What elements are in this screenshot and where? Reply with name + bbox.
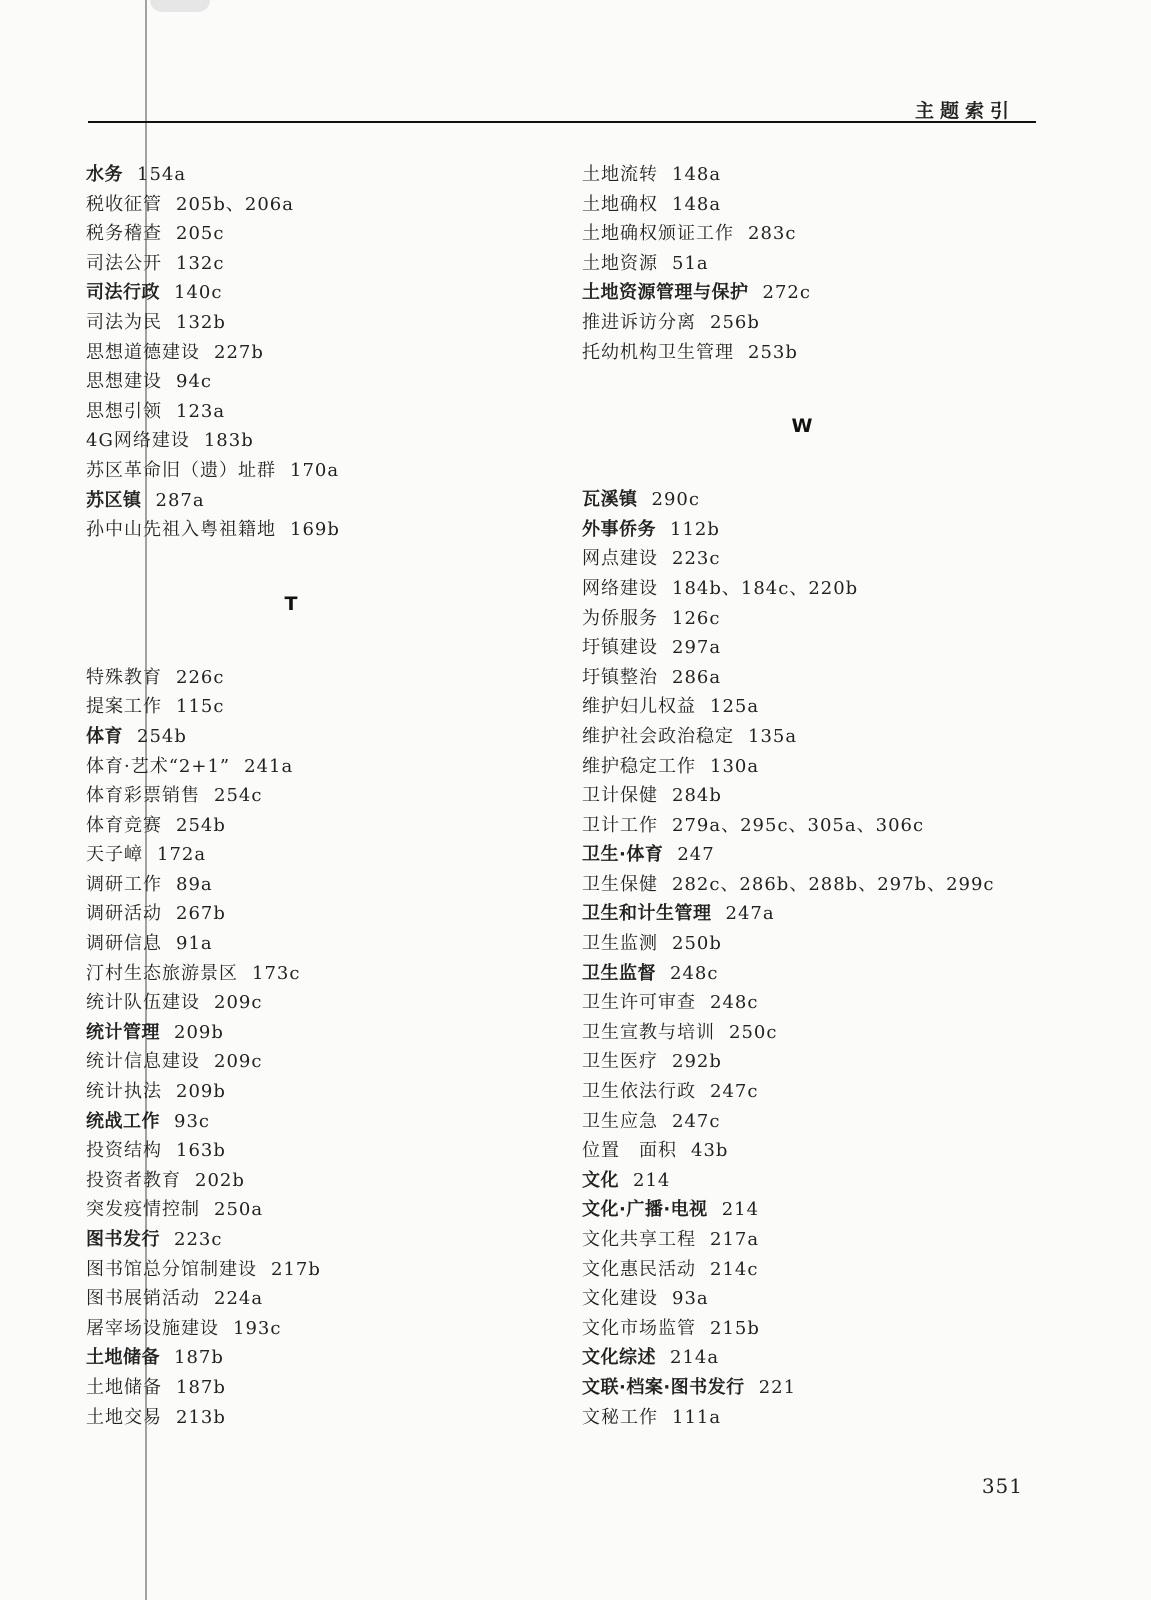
index-term: 提案工作: [86, 696, 162, 718]
index-term: 卫生许可审查: [582, 992, 696, 1014]
index-term: 为侨服务: [582, 607, 658, 629]
index-entry: [582, 544, 1022, 574]
page-reference: 267b: [176, 903, 226, 925]
index-entry: [86, 840, 526, 870]
index-entry: [582, 1018, 1022, 1048]
header-rule: [88, 121, 1036, 123]
index-entry: [582, 1195, 1022, 1225]
index-entry: [582, 811, 1022, 841]
page-reference: 279a、295c、305a、306c: [672, 814, 925, 836]
index-term: 土地储备: [86, 1376, 162, 1398]
index-term: 司法行政: [86, 282, 160, 304]
index-term: 圩镇建设: [582, 637, 658, 659]
index-term: 统计执法: [86, 1081, 162, 1103]
page-reference: 217b: [271, 1258, 321, 1280]
index-entry: [582, 604, 1022, 634]
page-reference: 247: [677, 844, 715, 866]
page-reference: 221: [758, 1376, 797, 1398]
page-reference: 93c: [174, 1110, 210, 1132]
index-entry: [582, 219, 1022, 249]
index-term: 卫生应急: [582, 1110, 658, 1132]
index-term: 司法为民: [86, 311, 162, 333]
index-term: 天子嶂: [86, 844, 143, 866]
page-reference: 163b: [176, 1140, 226, 1162]
index-term: 文化·广播·电视: [582, 1199, 708, 1221]
index-entry: [582, 899, 1022, 929]
index-term: 汀村生态旅游景区: [86, 962, 238, 984]
index-entry: [86, 722, 526, 752]
index-entry: [86, 1107, 526, 1137]
page-reference: 282c、286b、288b、297b、299c: [672, 873, 995, 895]
index-term: 调研活动: [86, 903, 162, 925]
page-reference: 247a: [725, 903, 775, 925]
page-number: 351: [981, 1474, 1023, 1498]
index-term: 调研信息: [86, 933, 162, 955]
page-reference: 224a: [214, 1288, 264, 1310]
index-entry: [86, 752, 526, 782]
index-term: 文化市场监管: [582, 1317, 696, 1339]
page-reference: 217a: [710, 1229, 760, 1250]
page-reference: 91a: [176, 933, 213, 955]
page-reference: 226c: [176, 666, 225, 688]
index-term: 统战工作: [86, 1110, 160, 1132]
index-term: 文化建设: [582, 1288, 658, 1310]
page-reference: 215b: [710, 1317, 760, 1339]
index-entry: [86, 692, 526, 722]
page-reference: 253b: [748, 341, 798, 363]
index-entry: [86, 160, 526, 190]
index-entry: [86, 959, 526, 989]
index-term: 卫计保健: [582, 785, 658, 807]
page-reference: 214a: [670, 1347, 720, 1369]
page-reference: 241a: [244, 755, 294, 777]
index-term: 投资结构: [86, 1140, 162, 1162]
index-column-left: [86, 160, 526, 1432]
index-term: 屠宰场设施建设: [86, 1317, 219, 1339]
page-reference: 209c: [214, 992, 263, 1014]
index-entry: [582, 278, 1022, 308]
page-reference: 248c: [670, 962, 719, 984]
page-reference: 250c: [729, 1021, 778, 1043]
index-entry: [582, 1343, 1022, 1373]
index-entry: [582, 840, 1022, 870]
page-reference: 132b: [176, 311, 226, 333]
page-reference: 223c: [174, 1229, 223, 1250]
index-entry: [582, 1077, 1022, 1107]
page-reference: 286a: [672, 666, 722, 688]
page-reference: 254c: [214, 785, 263, 807]
index-term: 土地储备: [86, 1347, 160, 1369]
page-reference: 213b: [176, 1406, 226, 1428]
index-entry: [582, 1284, 1022, 1314]
page-reference: 148a: [672, 164, 722, 185]
page-reference: 130a: [710, 755, 760, 777]
index-entry: [86, 1314, 526, 1344]
index-entry: [86, 367, 526, 397]
index-term: 维护社会政治稳定: [582, 725, 734, 747]
page-reference: 184b、184c、220b: [672, 577, 859, 599]
index-entry: [86, 456, 526, 486]
index-term: 卫生保健: [582, 873, 658, 895]
page-reference: 132c: [176, 252, 225, 274]
index-entry: [582, 249, 1022, 279]
index-term: 卫生医疗: [582, 1051, 658, 1073]
index-entry: [86, 190, 526, 220]
index-entry: [582, 485, 1022, 515]
index-term: 土地确权: [582, 193, 658, 215]
index-entry: [582, 190, 1022, 220]
index-term: 特殊教育: [86, 666, 162, 688]
index-entry: [86, 515, 526, 545]
index-entry: [582, 722, 1022, 752]
page-reference: 248c: [710, 992, 759, 1014]
index-entry: [582, 988, 1022, 1018]
page-reference: 89a: [176, 873, 213, 895]
page-reference: 214: [633, 1169, 671, 1191]
scan-smudge: [150, 0, 210, 12]
index-entry: [86, 988, 526, 1018]
index-entry: [582, 692, 1022, 722]
index-term: 卫计工作: [582, 814, 658, 836]
index-term: 托幼机构卫生管理: [582, 341, 734, 363]
page-reference: 247c: [672, 1110, 721, 1132]
page-reference: 154a: [137, 164, 187, 185]
page-reference: 205c: [176, 223, 225, 245]
index-term: 税收征管: [86, 193, 162, 215]
index-entry: [582, 1166, 1022, 1196]
page-reference: 115c: [176, 696, 225, 718]
page-reference: 283c: [748, 223, 797, 245]
page-reference: 140c: [174, 282, 223, 304]
index-entry: [86, 249, 526, 279]
index-term: 外事侨务: [582, 518, 656, 540]
index-term: 体育竞赛: [86, 814, 162, 836]
index-entry: [86, 1136, 526, 1166]
page-reference: 125a: [710, 696, 760, 718]
page-reference: 290c: [651, 489, 700, 511]
section-letter: W: [791, 415, 813, 438]
index-entry: [582, 781, 1022, 811]
index-term: 图书展销活动: [86, 1288, 200, 1310]
index-term: 维护妇儿权益: [582, 696, 696, 718]
index-entry: [582, 1107, 1022, 1137]
index-term: 土地流转: [582, 164, 658, 185]
index-entry: [582, 1225, 1022, 1255]
index-entry: [86, 1047, 526, 1077]
index-term: 体育·艺术“2+1”: [86, 755, 231, 777]
index-entry: [86, 1195, 526, 1225]
index-term: 体育: [86, 725, 123, 747]
page-reference: 254b: [176, 814, 226, 836]
index-term: 网点建设: [582, 548, 658, 570]
index-entry: [86, 426, 526, 456]
index-term: 文化: [582, 1169, 619, 1191]
page-reference: 170a: [290, 459, 340, 481]
page-reference: 205b、206a: [176, 193, 294, 215]
page-reference: 209b: [174, 1021, 224, 1043]
index-entry: [86, 1255, 526, 1285]
page-reference: 254b: [137, 725, 187, 747]
index-term: 卫生和计生管理: [582, 903, 712, 925]
page-reference: 187b: [176, 1376, 226, 1398]
index-entry: [86, 338, 526, 368]
index-entry: [582, 1403, 1022, 1433]
index-entry: [86, 811, 526, 841]
index-term: 税务稽查: [86, 223, 162, 245]
index-term: 体育彩票销售: [86, 785, 200, 807]
index-entry: [582, 515, 1022, 545]
index-entry: [582, 1373, 1022, 1403]
index-term: 土地资源: [582, 252, 658, 274]
index-entry: [86, 397, 526, 427]
page-reference: 214c: [710, 1258, 759, 1280]
index-term: 文化综述: [582, 1347, 656, 1369]
index-entry: [582, 752, 1022, 782]
page-reference: 287a: [155, 489, 205, 511]
page-reference: 202b: [195, 1169, 245, 1191]
index-entry: [86, 781, 526, 811]
index-entry: [582, 160, 1022, 190]
index-term: 文化共享工程: [582, 1229, 696, 1250]
index-term: 思想建设: [86, 371, 162, 393]
page-reference: 172a: [157, 844, 207, 866]
page-reference: 123a: [176, 400, 226, 422]
page-reference: 183b: [203, 430, 254, 452]
page-reference: 173c: [252, 962, 301, 984]
page-reference: 148a: [672, 193, 722, 215]
page-reference: 209c: [214, 1051, 263, 1073]
index-term: 思想道德建设: [86, 341, 200, 363]
index-term: 苏区镇: [86, 489, 142, 511]
index-term: 投资者教育: [86, 1169, 181, 1191]
index-term: 文联·档案·图书发行: [582, 1376, 745, 1398]
page-reference: 214: [721, 1199, 760, 1221]
index-entry: [582, 663, 1022, 693]
page-reference: 247c: [710, 1081, 759, 1103]
page-reference: 169b: [290, 519, 340, 541]
page-reference: 209b: [176, 1081, 226, 1103]
index-term: 卫生监督: [582, 962, 656, 984]
index-entry: [86, 486, 526, 516]
index-term: 司法公开: [86, 252, 162, 274]
page-reference: 272c: [762, 282, 811, 304]
index-entry: [582, 633, 1022, 663]
index-entry: [86, 1343, 526, 1373]
index-term: 卫生·体育: [582, 844, 664, 866]
index-term: 维护稳定工作: [582, 755, 696, 777]
index-term: 图书馆总分馆制建设: [86, 1258, 257, 1280]
index-entry: [86, 219, 526, 249]
index-entry: [582, 1136, 1022, 1166]
index-entry: [582, 574, 1022, 604]
index-column-right: [582, 160, 1022, 1432]
section-letter: T: [284, 592, 298, 615]
page-reference: 297a: [672, 637, 722, 659]
page-reference: 43b: [691, 1140, 729, 1162]
page-reference: 93a: [672, 1288, 709, 1310]
page-reference: 135a: [748, 725, 798, 747]
index-entry: [86, 1166, 526, 1196]
page-reference: 187b: [174, 1347, 224, 1369]
index-term: 统计信息建设: [86, 1051, 200, 1073]
index-entry: [86, 663, 526, 693]
index-term: 位置 面积: [582, 1140, 677, 1162]
running-head: 主题索引: [914, 100, 1015, 122]
page-reference: 94c: [176, 371, 212, 393]
index-term: 推进诉访分离: [582, 311, 696, 333]
page-reference: 223c: [672, 548, 721, 570]
index-term: 4G网络建设: [86, 430, 190, 452]
page-reference: 292b: [672, 1051, 722, 1073]
index-term: 文秘工作: [582, 1406, 658, 1428]
index-term: 卫生宣教与培训: [582, 1021, 715, 1043]
index-entry: [86, 1225, 526, 1255]
index-term: 文化惠民活动: [582, 1258, 696, 1280]
page-reference: 256b: [710, 311, 760, 333]
page-reference: 111a: [672, 1406, 722, 1428]
index-entry: [86, 278, 526, 308]
index-term: 孙中山先祖入粤祖籍地: [86, 519, 276, 541]
index-entry: [582, 308, 1022, 338]
index-term: 苏区革命旧（遗）址群: [86, 459, 276, 481]
index-term: 卫生监测: [582, 933, 658, 955]
index-entry: [582, 959, 1022, 989]
index-entry: [582, 870, 1022, 900]
index-term: 土地确权颁证工作: [582, 223, 734, 245]
index-entry: [582, 1314, 1022, 1344]
index-term: 圩镇整治: [582, 666, 658, 688]
page-reference: 284b: [672, 785, 722, 807]
index-term: 思想引领: [86, 400, 162, 422]
index-entry: [86, 1018, 526, 1048]
page-reference: 126c: [672, 607, 721, 629]
index-entry: [86, 899, 526, 929]
page-reference: 250a: [214, 1199, 264, 1221]
index-term: 网络建设: [582, 577, 658, 599]
index-entry: [86, 1077, 526, 1107]
index-entry: [582, 929, 1022, 959]
page-reference: 227b: [214, 341, 264, 363]
index-term: 调研工作: [86, 873, 162, 895]
index-term: 土地资源管理与保护: [582, 282, 749, 304]
index-entry: [582, 1255, 1022, 1285]
index-entry: [582, 1047, 1022, 1077]
index-entry: [582, 338, 1022, 368]
index-term: 突发疫情控制: [86, 1199, 200, 1221]
index-entry: [86, 870, 526, 900]
index-term: 土地交易: [86, 1406, 162, 1428]
index-term: 统计管理: [86, 1021, 160, 1043]
index-term: 统计队伍建设: [86, 992, 200, 1014]
index-entry: [86, 1373, 526, 1403]
page-reference: 51a: [672, 252, 709, 274]
page-reference: 250b: [672, 933, 722, 955]
index-term: 瓦溪镇: [582, 489, 638, 511]
index-entry: [86, 308, 526, 338]
index-term: 水务: [86, 164, 123, 185]
index-term: 卫生依法行政: [582, 1081, 696, 1103]
index-entry: [86, 1403, 526, 1433]
index-entry: [86, 1284, 526, 1314]
index-term: 图书发行: [86, 1229, 160, 1250]
page-reference: 112b: [670, 518, 720, 540]
index-entry: [86, 929, 526, 959]
page-reference: 193c: [233, 1317, 282, 1339]
